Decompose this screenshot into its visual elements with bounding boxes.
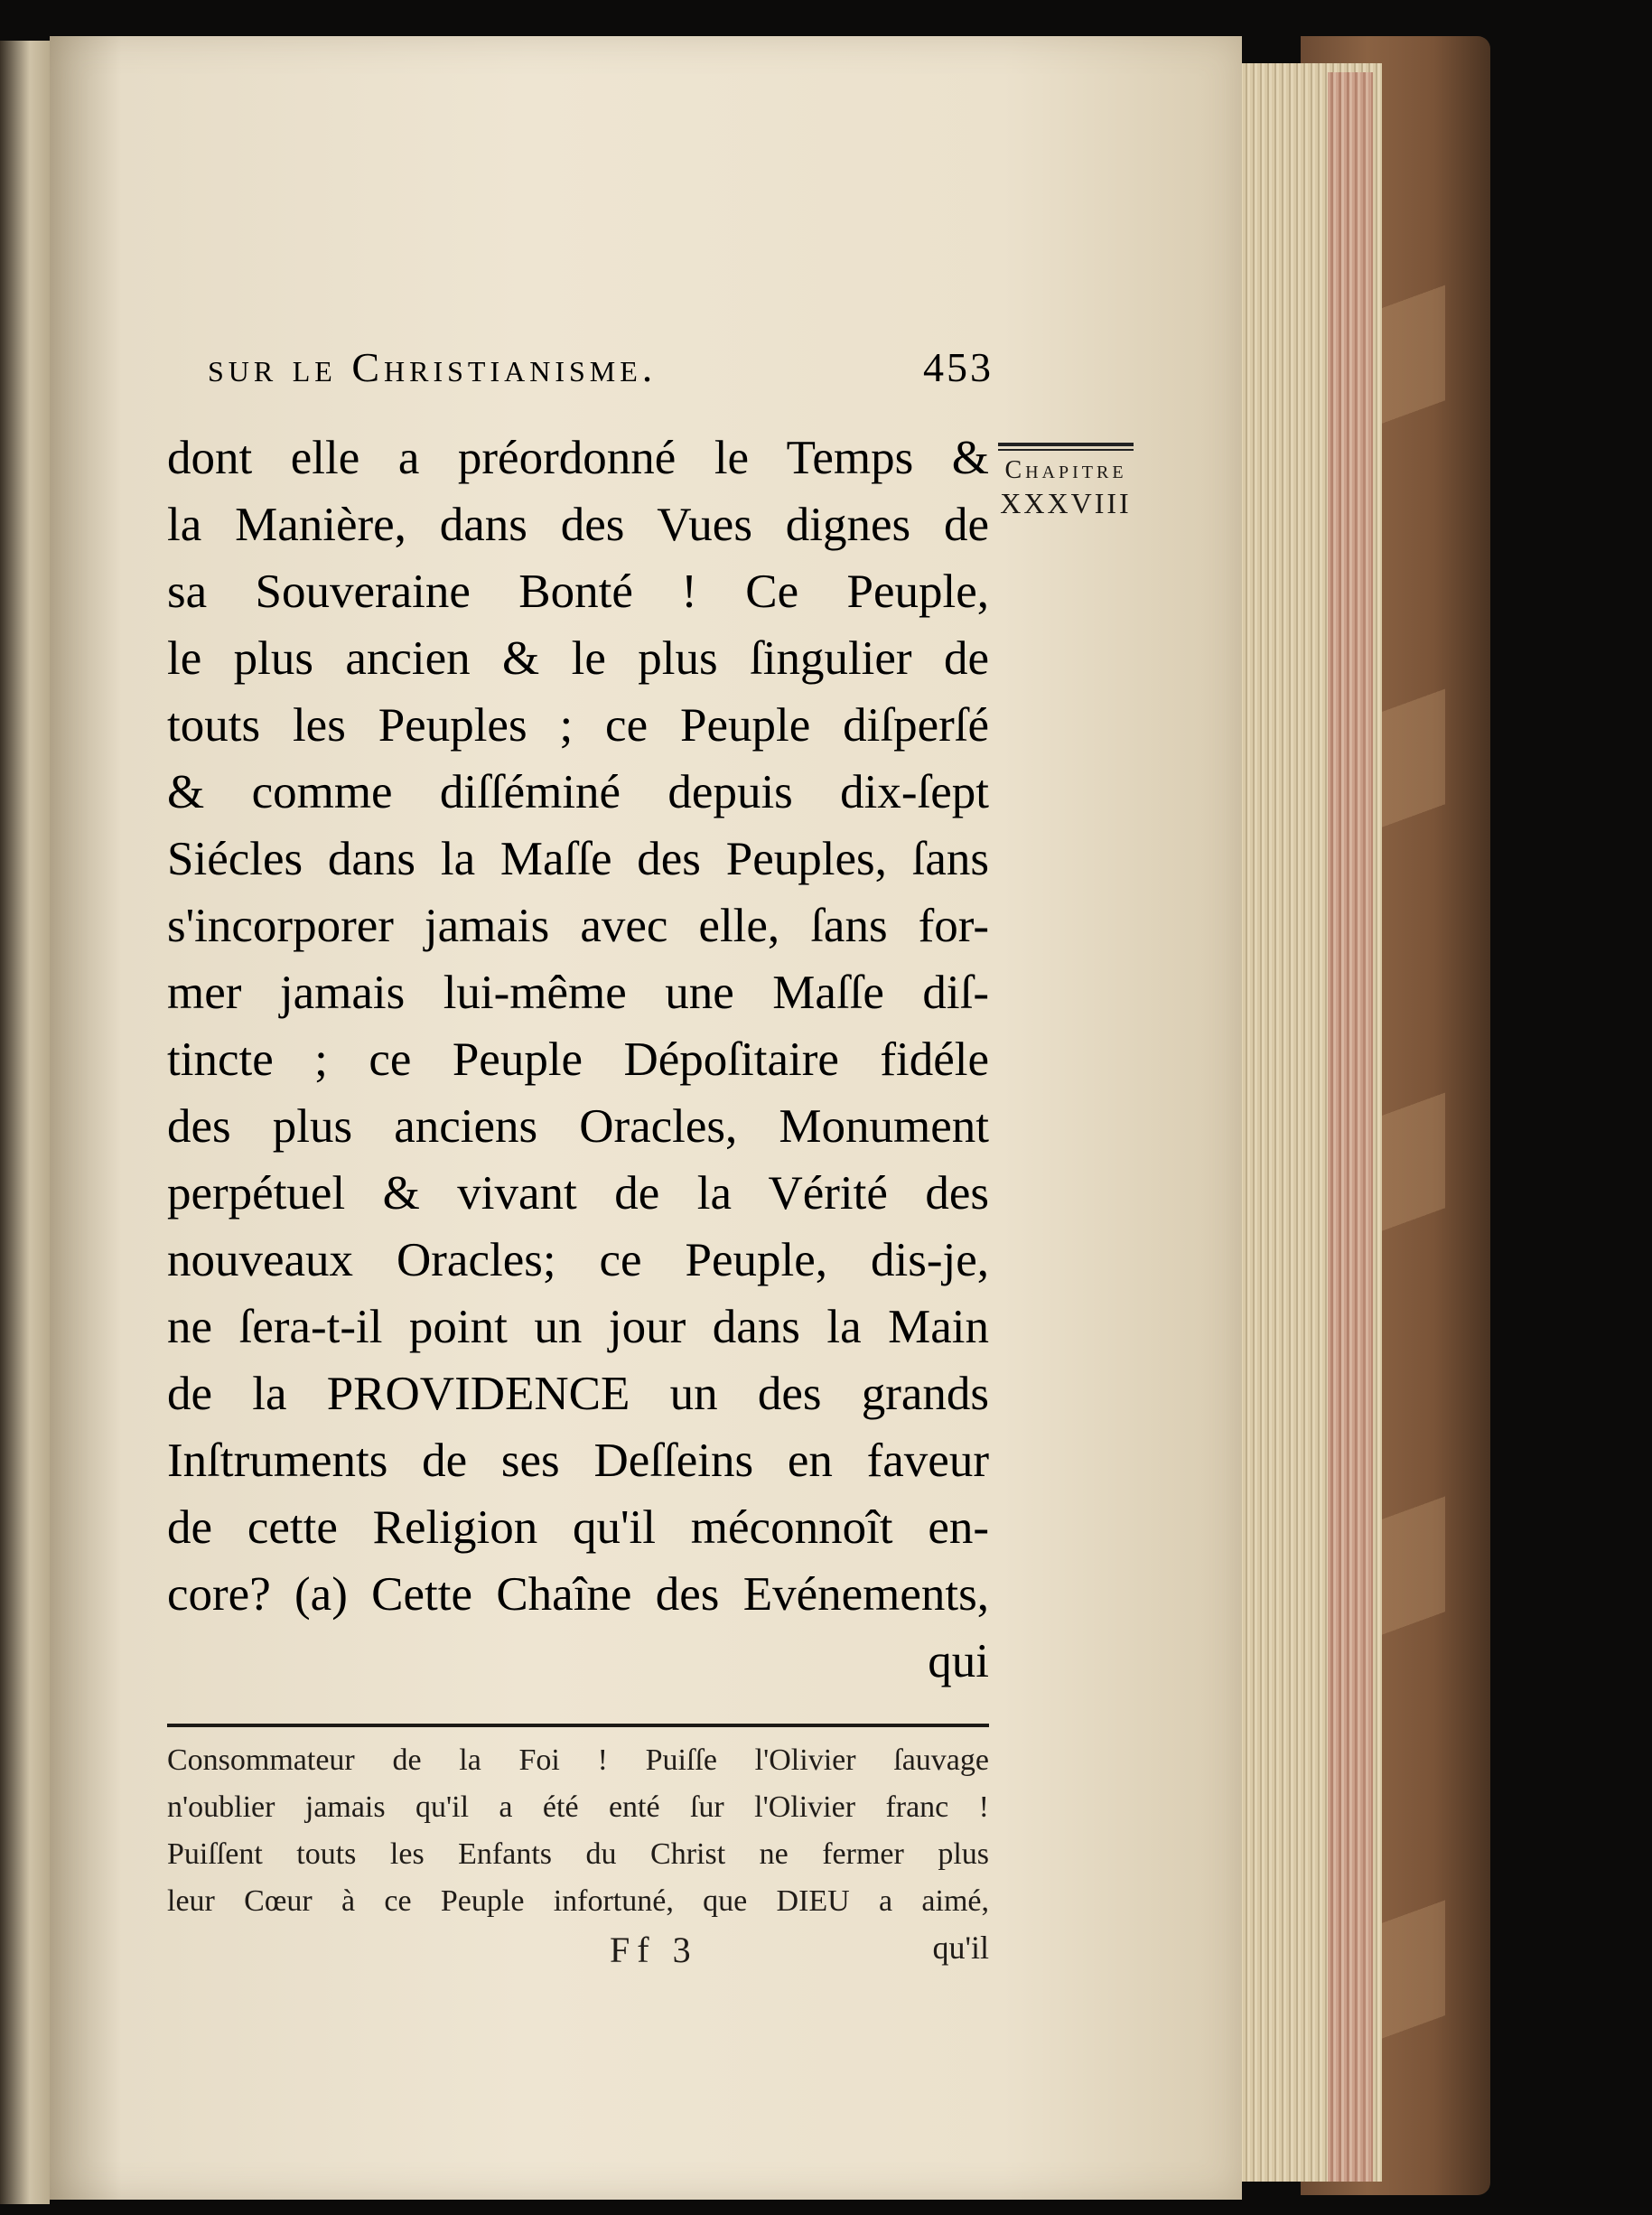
body-line: sa Souveraine Bonté ! Ce Peuple, <box>167 565 989 618</box>
body-line: qui <box>928 1635 989 1687</box>
book-page <box>50 36 1242 2200</box>
body-line: le plus ancien & le plus ſingulier de <box>167 632 989 685</box>
footnote-line: n'oublier jamais qu'il a été enté ſur l'Olivier franc ! <box>167 1790 989 1824</box>
body-line: mer jamais lui-même une Maſſe diſ- <box>167 967 989 1019</box>
body-line: Inſtruments de ses Deſſeins en faveur <box>167 1435 989 1487</box>
footnote-rule <box>167 1724 989 1727</box>
marginal-chapter-note <box>980 443 1152 521</box>
signature-mark: Ff 3 <box>610 1930 698 1970</box>
body-line: ne ſera-t-il point un jour dans la Main <box>167 1301 989 1353</box>
body-line: dont elle a préordonné le Temps & <box>167 432 989 484</box>
body-line: s'incorporer jamais avec elle, ſans for- <box>167 900 989 952</box>
catchword: qu'il <box>932 1930 989 1966</box>
body-line: touts les Peuples ; ce Peuple diſperſé <box>167 699 989 752</box>
running-head <box>208 343 994 391</box>
marginal-chapter-label: Chapitre <box>1004 456 1127 484</box>
body-line: de cette Religion qu'il méconnoît en- <box>167 1501 989 1554</box>
body-line: & comme diſſéminé depuis dix-ſept <box>167 766 989 818</box>
facing-page-edge <box>0 41 50 2204</box>
body-line: nouveaux Oracles; ce Peuple, dis-je, <box>167 1234 989 1286</box>
body-line: perpétuel & vivant de la Vérité des <box>167 1167 989 1220</box>
body-line: la Manière, dans des Vues dignes de <box>167 499 989 551</box>
marginal-chapter-number: XXXVIII <box>1000 487 1132 519</box>
body-line: de la PROVIDENCE un des grands <box>167 1368 989 1420</box>
footnote-line: leur Cœur à ce Peuple infortuné, que DIEU a aimé, <box>167 1884 989 1918</box>
body-line: Siécles dans la Maſſe des Peuples, ſans <box>167 833 989 885</box>
body-line: core? (a) Cette Chaîne des Evénements, <box>167 1568 989 1621</box>
footnote-line: Puiſſent touts les Enfants du Christ ne fermer plus <box>167 1837 989 1871</box>
margin-rule-thick <box>998 443 1134 446</box>
signature-line <box>167 1929 989 1983</box>
body-line: des plus anciens Oracles, Monument <box>167 1100 989 1153</box>
body-line: tincte ; ce Peuple Dépoſitaire fidéle <box>167 1033 989 1086</box>
page-number: 453 <box>923 344 994 390</box>
margin-rule-thin <box>998 449 1134 451</box>
red-sprinkled-edge <box>1328 72 1373 2182</box>
footnote-line: Consommateur de la Foi ! Puiſſe l'Olivier ſauvage <box>167 1743 989 1777</box>
running-head-title: sur le Christianisme. <box>208 344 658 390</box>
